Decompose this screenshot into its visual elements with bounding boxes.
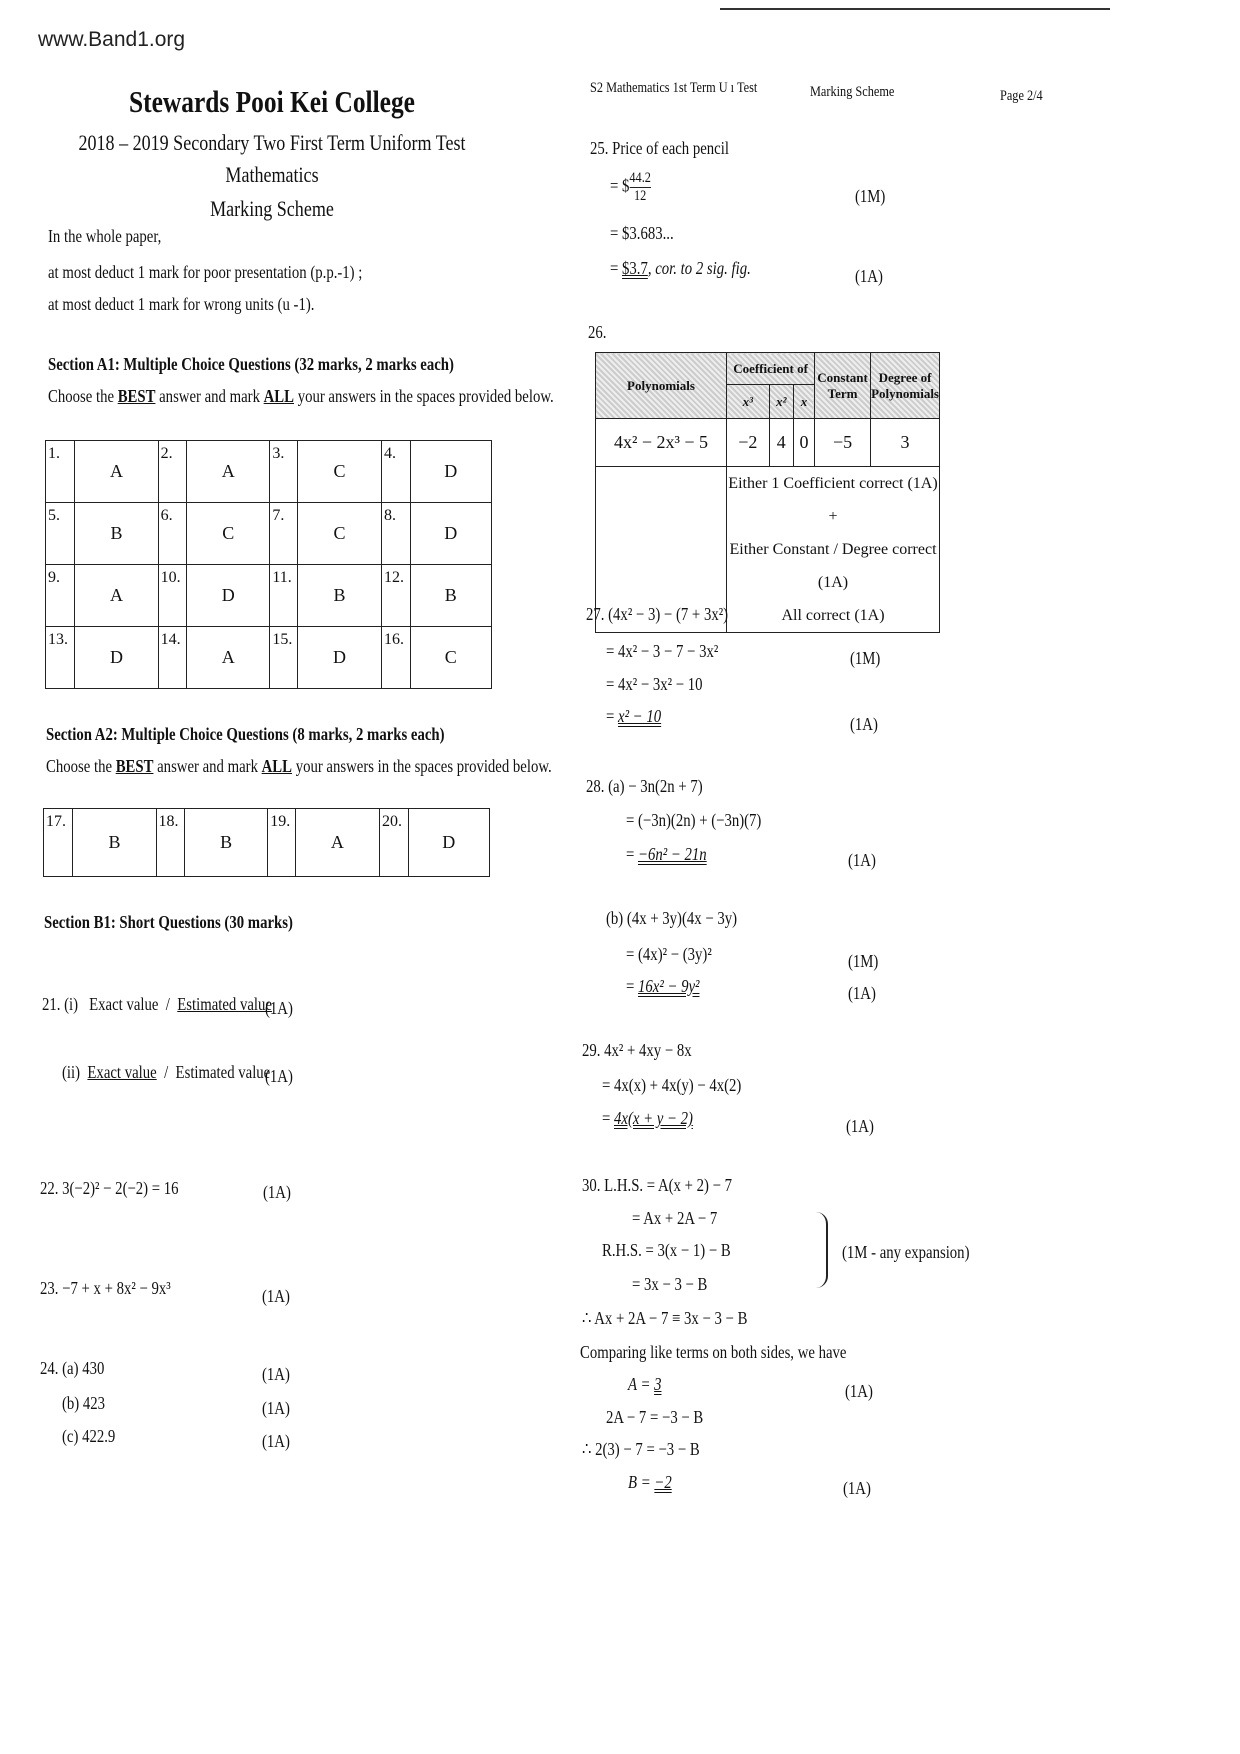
q30-line4: = 3x − 3 − B — [632, 1274, 708, 1294]
q22-mark: (1A) — [263, 1182, 291, 1202]
q23: 23. −7 + x + 8x² − 9x³ — [40, 1278, 171, 1298]
q24-a: 24. (a) 430 — [40, 1358, 105, 1378]
q29-line3: = 4x(x + y − 2) — [602, 1108, 693, 1128]
answer-cell: B — [73, 809, 156, 877]
q27-line3: = 4x² − 3x² − 10 — [606, 674, 703, 694]
answer-cell: D — [298, 627, 382, 689]
page-number: Page 2/4 — [1000, 88, 1043, 104]
watermark: www.Band1.org — [38, 28, 186, 51]
note: Either 1 Coefficient correct (1A) + — [728, 475, 938, 525]
q25-mark1: (1M) — [855, 186, 886, 206]
answer-cell: D — [187, 565, 270, 627]
answer-cell: D — [410, 503, 491, 565]
q25-title: 25. Price of each pencil — [590, 138, 729, 158]
value-cell: 0 — [793, 419, 814, 467]
question-number: 8. — [382, 503, 411, 565]
polynomial-cell: 4x² − 2x³ − 5 — [596, 419, 727, 467]
answer-cell: A — [295, 809, 379, 877]
value-cell: −5 — [815, 419, 871, 467]
question-number: 10. — [158, 565, 187, 627]
answer-cell: D — [410, 441, 491, 503]
q30-b-mark: (1A) — [843, 1478, 871, 1498]
question-number: 5. — [46, 503, 75, 565]
header-x2: x² — [769, 385, 793, 419]
answer-cell: A — [187, 441, 270, 503]
question-number: 2. — [158, 441, 187, 503]
header-x3: x³ — [727, 385, 770, 419]
header-degree: Degree of Polynomials — [871, 353, 940, 419]
header-x: x — [793, 385, 814, 419]
question-number: 11. — [270, 565, 298, 627]
q28a-mark: (1A) — [848, 850, 876, 870]
q24-a-mark: (1A) — [262, 1364, 290, 1384]
q28b-line3: = 16x² − 9y² — [626, 976, 700, 996]
a1-answer-table — [45, 440, 492, 689]
answer-cell: B — [75, 503, 158, 565]
q30-a-mark: (1A) — [845, 1381, 873, 1401]
q21-ii-mark: (1A) — [265, 1066, 293, 1086]
q25-line3: = $3.7, cor. to 2 sig. fig. — [610, 258, 751, 278]
q21-ii: (ii) Exact value / Estimated value — [62, 1062, 271, 1082]
q29-line2: = 4x(x) + 4x(y) − 4x(2) — [602, 1075, 742, 1095]
q24-b-mark: (1A) — [262, 1398, 290, 1418]
answer-row — [46, 503, 492, 565]
question-number: 4. — [382, 441, 411, 503]
header-coefficient: Coefficient of — [727, 353, 815, 385]
q27-line4: = x² − 10 — [606, 706, 662, 726]
q28a-line1: 28. (a) − 3n(2n + 7) — [586, 776, 703, 796]
brace-icon — [812, 1212, 828, 1288]
answer-cell: B — [410, 565, 491, 627]
q30-line2: = Ax + 2A − 7 — [632, 1208, 718, 1228]
q30-b: B = −2 — [628, 1472, 672, 1492]
question-number: 14. — [158, 627, 187, 689]
header-polynomials: Polynomials — [596, 353, 727, 419]
q27-mark1: (1M) — [850, 648, 881, 668]
question-number: 6. — [158, 503, 187, 565]
page-header-mid: Marking Scheme — [810, 84, 895, 100]
answer-row — [46, 441, 492, 503]
question-number: 12. — [382, 565, 411, 627]
section-a2-title: Section A2: Multiple Choice Questions (8 marks, 2 marks each) — [46, 724, 445, 744]
section-a2-instruction: Choose the BEST answer and mark ALL your answers in the spaces provided below. — [46, 756, 552, 776]
q30-expansion-mark: (1M - any expansion) — [842, 1242, 970, 1262]
question-number: 15. — [270, 627, 298, 689]
q30-line5: ∴ Ax + 2A − 7 ≡ 3x − 3 − B — [582, 1308, 748, 1328]
q30-line3: R.H.S. = 3(x − 1) − B — [602, 1240, 731, 1260]
answer-cell: C — [298, 441, 382, 503]
question-number: 16. — [382, 627, 411, 689]
q25-line1: = $ $\frac{44.2}{12}$ — [610, 170, 651, 204]
q23-mark: (1A) — [262, 1286, 290, 1306]
note: Either Constant / Degree correct (1A) — [729, 541, 937, 591]
q24-c-mark: (1A) — [262, 1431, 290, 1451]
q28b-line1: (b) (4x + 3y)(4x − 3y) — [606, 908, 738, 928]
question-number: 17. — [44, 809, 73, 877]
marking-notes — [727, 467, 940, 633]
q21-i-mark: (1A) — [265, 998, 293, 1018]
answer-cell: B — [298, 565, 382, 627]
q26-label: 26. — [588, 322, 607, 342]
instruction-line: In the whole paper, — [48, 226, 162, 246]
answer-cell: A — [75, 441, 158, 503]
q28a-line3: = −6n² − 21n — [626, 844, 707, 864]
question-number: 19. — [268, 809, 296, 877]
q25-mark2: (1A) — [855, 266, 883, 286]
answer-row — [46, 627, 492, 689]
answer-row — [46, 565, 492, 627]
q30-line1: 30. L.H.S. = A(x + 2) − 7 — [582, 1175, 733, 1195]
question-number: 18. — [156, 809, 185, 877]
q28b-mark1: (1M) — [848, 951, 879, 971]
value-cell: 4 — [769, 419, 793, 467]
answer-cell: A — [75, 565, 158, 627]
note: All correct (1A) — [781, 607, 885, 624]
value-cell: 3 — [871, 419, 940, 467]
subject-title: Mathematics — [225, 162, 319, 187]
school-title: Stewards Pooi Kei College — [129, 84, 415, 119]
q24-b: (b) 423 — [62, 1393, 106, 1413]
answer-cell: C — [298, 503, 382, 565]
section-a1-instruction: Choose the BEST answer and mark ALL your answers in the spaces provided below. — [48, 386, 554, 406]
q22: 22. 3(−2)² − 2(−2) = 16 — [40, 1178, 179, 1198]
answer-cell: A — [187, 627, 270, 689]
question-number: 20. — [379, 809, 408, 877]
answer-cell: C — [410, 627, 491, 689]
answer-cell: C — [187, 503, 270, 565]
q28b-mark2: (1A) — [848, 983, 876, 1003]
scan-edge-line — [720, 8, 1110, 10]
section-b1-title: Section B1: Short Questions (30 marks) — [44, 912, 293, 932]
answer-row — [44, 809, 490, 877]
question-number: 13. — [46, 627, 75, 689]
question-number: 7. — [270, 503, 298, 565]
exam-title: 2018 – 2019 Secondary Two First Term Uniform Test — [78, 130, 466, 155]
q29-line1: 29. 4x² + 4xy − 8x — [582, 1040, 692, 1060]
answer-cell: B — [185, 809, 268, 877]
q30-a: A = 3 — [628, 1374, 662, 1394]
instruction-line: at most deduct 1 mark for poor presentation (p.p.-1) ; — [48, 262, 363, 282]
value-cell: −2 — [727, 419, 770, 467]
q29-mark: (1A) — [846, 1116, 874, 1136]
instruction-line: at most deduct 1 mark for wrong units (u -1). — [48, 294, 315, 314]
header-constant: Constant Term — [815, 353, 871, 419]
q27-line2: = 4x² − 3 − 7 − 3x² — [606, 641, 719, 661]
answer-cell: D — [408, 809, 489, 877]
q28a-line2: = (−3n)(2n) + (−3n)(7) — [626, 810, 762, 830]
doc-title: Marking Scheme — [210, 196, 334, 221]
q25-line2: = $3.683... — [610, 223, 674, 243]
q26-table — [595, 352, 940, 633]
q30-line8: 2A − 7 = −3 − B — [606, 1407, 704, 1427]
page-header-left: S2 Mathematics 1st Term U ı Test — [590, 80, 758, 96]
q24-c: (c) 422.9 — [62, 1426, 116, 1446]
question-number: 1. — [46, 441, 75, 503]
q27-line1: 27. (4x² − 3) − (7 + 3x²) — [586, 604, 729, 624]
question-number: 9. — [46, 565, 75, 627]
q30-line9: ∴ 2(3) − 7 = −3 − B — [582, 1439, 700, 1459]
answer-cell: D — [75, 627, 158, 689]
q27-mark2: (1A) — [850, 714, 878, 734]
q28b-line2: = (4x)² − (3y)² — [626, 944, 712, 964]
a2-answer-table — [43, 808, 490, 877]
q21-i: 21. (i) Exact value / Estimated value — [42, 994, 272, 1014]
question-number: 3. — [270, 441, 298, 503]
section-a1-title: Section A1: Multiple Choice Questions (32 marks, 2 marks each) — [48, 354, 454, 374]
q30-line6: Comparing like terms on both sides, we have — [580, 1342, 847, 1362]
